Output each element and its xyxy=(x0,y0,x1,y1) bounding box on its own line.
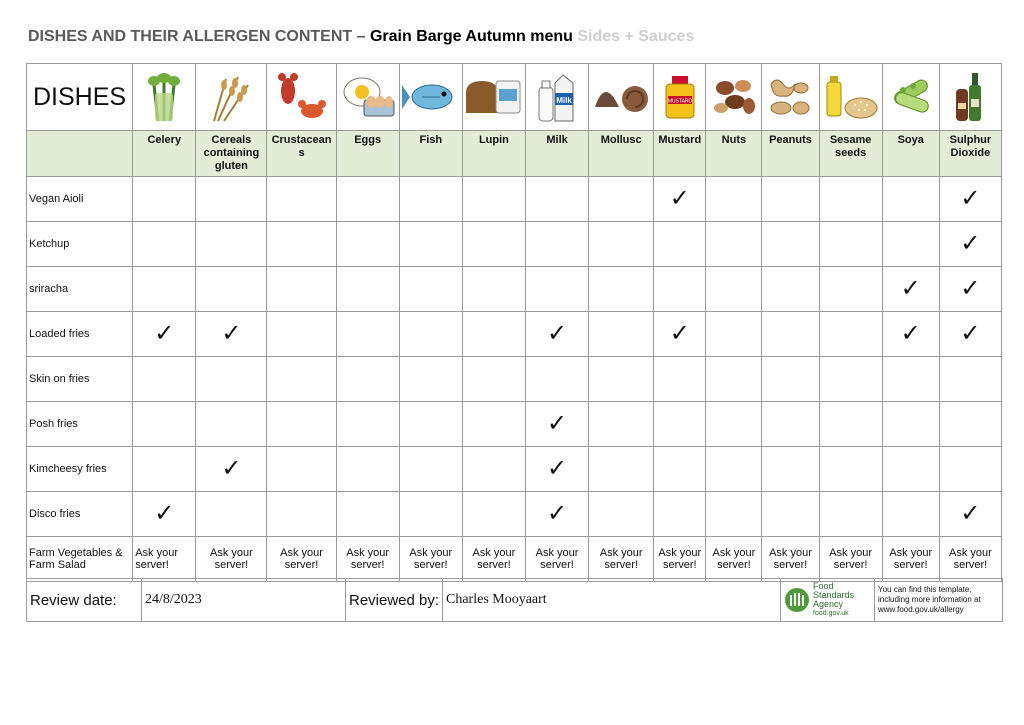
template-note: You can find this template, including more information at www.food.gov.uk/allergy xyxy=(875,579,1003,622)
allergen-cell-empty xyxy=(706,492,762,537)
allergen-check-mark: ✓ xyxy=(939,267,1001,312)
allergen-check-mark: ✓ xyxy=(654,312,706,357)
allergen-cell-empty xyxy=(706,357,762,402)
allergen-cell-empty xyxy=(399,267,462,312)
allergen-cell-empty xyxy=(654,402,706,447)
allergen-cell-empty xyxy=(819,177,882,222)
allergen-cell-empty xyxy=(819,267,882,312)
allergen-check-mark: ✓ xyxy=(939,222,1001,267)
allergen-cell-empty xyxy=(882,402,939,447)
dish-row xyxy=(27,447,1002,492)
fsa-logo-url: food.gov.uk xyxy=(813,610,849,617)
allergen-cell-empty xyxy=(654,222,706,267)
allergen-check-mark: ✓ xyxy=(882,312,939,357)
sulphur-dioxide-icon xyxy=(939,64,1001,131)
allergen-cell-empty xyxy=(336,447,399,492)
title-prefix: DISHES AND THEIR ALLERGEN CONTENT – xyxy=(28,28,370,45)
allergen-cell-empty xyxy=(196,222,267,267)
review-date-value: 24/8/2023 xyxy=(142,579,346,622)
svg-text:Milk: Milk xyxy=(556,96,572,105)
allergen-cell-empty xyxy=(654,267,706,312)
allergen-cell-empty xyxy=(882,177,939,222)
dish-row xyxy=(27,402,1002,447)
celery-icon xyxy=(133,64,196,131)
allergen-cell-empty xyxy=(589,267,654,312)
allergen-check-mark: ✓ xyxy=(133,492,196,537)
allergen-cell-empty xyxy=(336,222,399,267)
allergen-cell-empty xyxy=(762,447,819,492)
allergen-cell-empty xyxy=(267,447,336,492)
dish-name: sriracha xyxy=(27,267,133,312)
document-title xyxy=(28,28,694,46)
allergen-cell-empty xyxy=(336,312,399,357)
ask-server-note: Ask your server! xyxy=(399,537,462,582)
dish-name: Kimcheesy fries xyxy=(27,447,133,492)
milk-icon xyxy=(525,64,588,131)
ask-server-note: Ask your server! xyxy=(589,537,654,582)
ask-server-note: Ask your server! xyxy=(196,537,267,582)
allergen-cell-empty xyxy=(706,402,762,447)
icon-row xyxy=(27,64,1002,131)
allergen-label: Mustard xyxy=(654,131,706,177)
dish-row xyxy=(27,357,1002,402)
allergen-cell-empty xyxy=(762,357,819,402)
dish-row xyxy=(27,492,1002,537)
ask-server-note: Ask your server! xyxy=(939,537,1001,582)
dish-row xyxy=(27,267,1002,312)
allergen-label: Nuts xyxy=(706,131,762,177)
dish-name: Vegan Aioli xyxy=(27,177,133,222)
dish-name: Ketchup xyxy=(27,222,133,267)
allergen-cell-empty xyxy=(267,177,336,222)
allergen-cell-empty xyxy=(882,447,939,492)
allergen-cell-empty xyxy=(706,177,762,222)
ask-server-note: Ask your server! xyxy=(762,537,819,582)
allergen-cell-empty xyxy=(819,312,882,357)
allergen-cell-empty xyxy=(762,222,819,267)
allergen-cell-empty xyxy=(762,177,819,222)
dish-name: Loaded fries xyxy=(27,312,133,357)
allergen-cell-empty xyxy=(462,402,525,447)
allergen-cell-empty xyxy=(589,357,654,402)
fsa-logo-line3: Agency xyxy=(813,599,844,609)
allergen-cell-empty xyxy=(762,312,819,357)
allergen-cell-empty xyxy=(654,447,706,492)
title-section: Sides + Sauces xyxy=(572,28,695,45)
ask-server-note: Ask your server! xyxy=(525,537,588,582)
dishes-header: DISHES xyxy=(27,64,133,131)
allergen-name-row xyxy=(27,131,1002,177)
allergen-cell-empty xyxy=(399,222,462,267)
ask-server-note: Ask your server! xyxy=(462,537,525,582)
allergen-cell-empty xyxy=(819,447,882,492)
allergen-cell-empty xyxy=(336,492,399,537)
allergen-cell-empty xyxy=(267,267,336,312)
allergen-cell-empty xyxy=(196,402,267,447)
allergen-cell-empty xyxy=(525,222,588,267)
allergen-cell-empty xyxy=(589,402,654,447)
allergen-cell-empty xyxy=(267,222,336,267)
allergen-check-mark: ✓ xyxy=(196,447,267,492)
allergen-label: Milk xyxy=(525,131,588,177)
allergen-cell-empty xyxy=(462,312,525,357)
allergen-cell-empty xyxy=(819,402,882,447)
review-footer xyxy=(26,578,1003,622)
allergen-cell-empty xyxy=(267,492,336,537)
soya-icon xyxy=(882,64,939,131)
allergen-check-mark: ✓ xyxy=(939,177,1001,222)
allergen-cell-empty xyxy=(939,447,1001,492)
svg-text:MUSTARD: MUSTARD xyxy=(667,98,692,105)
peanuts-icon xyxy=(762,64,819,131)
allergen-cell-empty xyxy=(462,357,525,402)
allergen-cell-empty xyxy=(762,402,819,447)
ask-server-note: Ask your server! xyxy=(706,537,762,582)
fsa-logo-line2: Standards xyxy=(813,590,855,600)
allergen-cell-empty xyxy=(589,492,654,537)
allergen-cell-empty xyxy=(462,177,525,222)
ask-server-note: Ask your server! xyxy=(133,537,196,582)
ask-server-note: Ask your server! xyxy=(267,537,336,582)
allergen-cell-empty xyxy=(196,177,267,222)
reviewed-by-label: Reviewed by: xyxy=(346,579,443,622)
allergen-cell-empty xyxy=(399,312,462,357)
allergen-cell-empty xyxy=(819,357,882,402)
allergen-cell-empty xyxy=(525,357,588,402)
allergen-cell-empty xyxy=(336,177,399,222)
allergen-cell-empty xyxy=(819,222,882,267)
allergen-label: Peanuts xyxy=(762,131,819,177)
allergen-cell-empty xyxy=(336,402,399,447)
nuts-icon xyxy=(706,64,762,131)
allergen-cell-empty xyxy=(706,312,762,357)
allergen-check-mark: ✓ xyxy=(525,402,588,447)
mustard-icon xyxy=(654,64,706,131)
allergen-cell-empty xyxy=(589,177,654,222)
allergen-cell-empty xyxy=(882,357,939,402)
allergen-cell-empty xyxy=(525,177,588,222)
allergen-cell-empty xyxy=(882,492,939,537)
allergen-cell-empty xyxy=(399,447,462,492)
allergen-cell-empty xyxy=(133,402,196,447)
sesame-icon xyxy=(819,64,882,131)
allergen-cell-empty xyxy=(462,267,525,312)
dish-row xyxy=(27,312,1002,357)
dish-name: Farm Vegetables & Farm Salad xyxy=(27,537,133,582)
allergen-cell-empty xyxy=(589,312,654,357)
allergen-cell-empty xyxy=(654,492,706,537)
allergen-label: Sulphur Dioxide xyxy=(939,131,1001,177)
allergen-cell-empty xyxy=(133,357,196,402)
dish-name: Posh fries xyxy=(27,402,133,447)
ask-server-note: Ask your server! xyxy=(654,537,706,582)
wheat-icon xyxy=(196,64,267,131)
review-date-label: Review date: xyxy=(27,579,142,622)
allergen-cell-empty xyxy=(462,222,525,267)
allergen-label: Crustacean s xyxy=(267,131,336,177)
allergen-cell-empty xyxy=(939,402,1001,447)
farm-row xyxy=(27,537,1002,582)
allergen-check-mark: ✓ xyxy=(525,312,588,357)
allergen-cell-empty xyxy=(399,357,462,402)
allergen-cell-empty xyxy=(267,357,336,402)
allergen-cell-empty xyxy=(399,492,462,537)
allergen-cell-empty xyxy=(133,267,196,312)
allergen-check-mark: ✓ xyxy=(196,312,267,357)
allergen-cell-empty xyxy=(706,222,762,267)
allergen-cell-empty xyxy=(819,492,882,537)
allergen-check-mark: ✓ xyxy=(133,312,196,357)
allergen-cell-empty xyxy=(196,492,267,537)
allergen-cell-empty xyxy=(133,222,196,267)
allergen-cell-empty xyxy=(939,357,1001,402)
allergen-table xyxy=(26,63,1002,582)
allergen-cell-empty xyxy=(589,222,654,267)
allergen-label: Soya xyxy=(882,131,939,177)
ask-server-note: Ask your server! xyxy=(882,537,939,582)
allergen-check-mark: ✓ xyxy=(882,267,939,312)
allergen-cell-empty xyxy=(882,222,939,267)
mollusc-icon xyxy=(589,64,654,131)
allergen-cell-empty xyxy=(762,267,819,312)
allergen-label: Lupin xyxy=(462,131,525,177)
allergen-label: Cereals containing gluten xyxy=(196,131,267,177)
allergen-cell-empty xyxy=(133,447,196,492)
allergen-label: Fish xyxy=(399,131,462,177)
allergen-cell-empty xyxy=(654,357,706,402)
fsa-logo xyxy=(781,579,875,622)
allergen-name-spacer xyxy=(27,131,133,177)
lupin-icon xyxy=(462,64,525,131)
dish-row xyxy=(27,222,1002,267)
allergen-cell-empty xyxy=(267,402,336,447)
allergen-cell-empty xyxy=(399,177,462,222)
allergen-cell-empty xyxy=(133,177,196,222)
allergen-cell-empty xyxy=(336,267,399,312)
ask-server-note: Ask your server! xyxy=(819,537,882,582)
eggs-icon xyxy=(336,64,399,131)
allergen-label: Celery xyxy=(133,131,196,177)
reviewer-name: Charles Mooyaart xyxy=(443,579,781,622)
dish-name: Disco fries xyxy=(27,492,133,537)
allergen-cell-empty xyxy=(706,447,762,492)
allergen-cell-empty xyxy=(336,357,399,402)
dish-name: Skin on fries xyxy=(27,357,133,402)
crustacean-icon xyxy=(267,64,336,131)
allergen-label: Eggs xyxy=(336,131,399,177)
allergen-check-mark: ✓ xyxy=(525,447,588,492)
fsa-emblem-icon xyxy=(784,587,810,613)
allergen-check-mark: ✓ xyxy=(654,177,706,222)
allergen-cell-empty xyxy=(462,447,525,492)
fish-icon xyxy=(399,64,462,131)
title-menu-name: Grain Barge Autumn menu xyxy=(369,28,573,45)
allergen-cell-empty xyxy=(525,267,588,312)
allergen-cell-empty xyxy=(196,267,267,312)
allergen-cell-empty xyxy=(267,312,336,357)
allergen-label: Sesame seeds xyxy=(819,131,882,177)
allergen-cell-empty xyxy=(706,267,762,312)
dish-row xyxy=(27,177,1002,222)
allergen-cell-empty xyxy=(762,492,819,537)
allergen-check-mark: ✓ xyxy=(525,492,588,537)
allergen-label: Mollusc xyxy=(589,131,654,177)
allergen-cell-empty xyxy=(196,357,267,402)
allergen-cell-empty xyxy=(399,402,462,447)
allergen-cell-empty xyxy=(589,447,654,492)
fsa-logo-line1: Food xyxy=(813,581,834,591)
allergen-check-mark: ✓ xyxy=(939,492,1001,537)
ask-server-note: Ask your server! xyxy=(336,537,399,582)
allergen-cell-empty xyxy=(462,492,525,537)
allergen-check-mark: ✓ xyxy=(939,312,1001,357)
